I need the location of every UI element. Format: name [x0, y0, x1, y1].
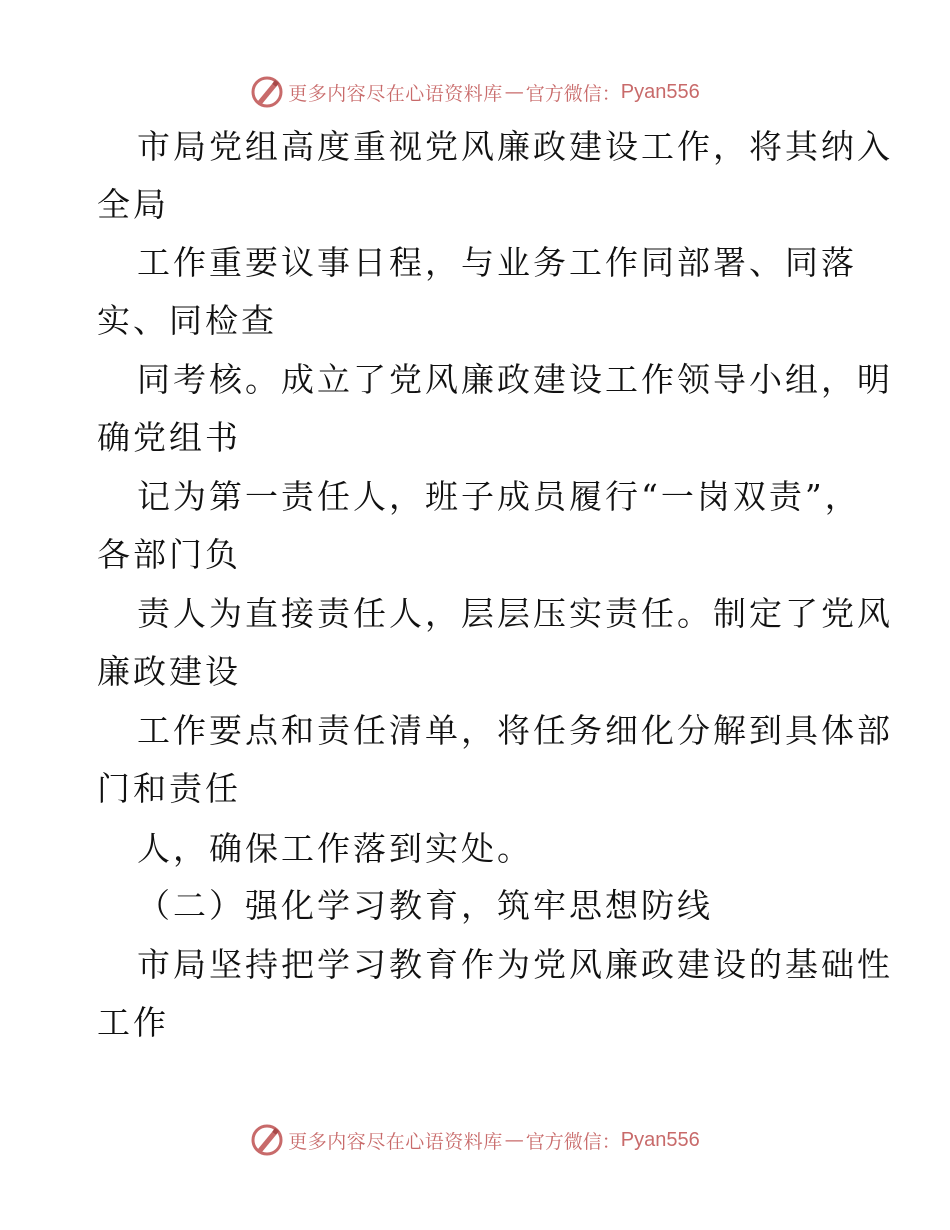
- pen-logo-icon: [250, 75, 284, 109]
- body-line: 工作重要议事日程，与业务工作同部署、同落: [137, 243, 857, 282]
- body-line: 全局: [97, 185, 169, 224]
- body-line: 廉政建设: [97, 652, 241, 691]
- watermark-wechat-label: 官方微信：: [525, 1130, 621, 1153]
- body-line: 各部门负: [97, 535, 241, 574]
- body-line: 市局坚持把学习教育作为党风廉政建设的基础性: [137, 945, 893, 984]
- watermark-wechat-label: 官方微信：: [525, 82, 621, 105]
- section-heading: （二）强化学习教育，筑牢思想防线: [137, 886, 713, 925]
- body-line: 工作要点和责任清单，将任务细化分解到具体部: [137, 711, 893, 750]
- watermark-brand-text: 更多内容尽在心语资料库: [288, 1130, 503, 1153]
- body-line: 确党组书: [97, 418, 241, 457]
- body-line: 责人为直接责任人，层层压实责任。制定了党风: [137, 594, 893, 633]
- body-line: 记为第一责任人，班子成员履行“一岗双责”，: [137, 477, 861, 516]
- pen-logo-icon: [250, 1123, 284, 1157]
- watermark-wechat-id: Pyan556: [620, 80, 700, 103]
- watermark-dash: —: [504, 1129, 524, 1151]
- header-watermark: [0, 72, 950, 112]
- body-line: 实、同检查: [97, 301, 277, 340]
- body-line: 市局党组高度重视党风廉政建设工作，将其纳入: [137, 127, 893, 166]
- watermark-wechat-id: Pyan556: [620, 1128, 700, 1151]
- body-line: 人，确保工作落到实处。: [137, 829, 533, 868]
- watermark-dash: —: [504, 81, 524, 103]
- footer-watermark: [0, 1120, 950, 1160]
- watermark-inner: [250, 1122, 700, 1158]
- body-line: 同考核。成立了党风廉政建设工作领导小组，明: [137, 360, 893, 399]
- watermark-inner: [250, 74, 700, 110]
- body-line: 门和责任: [97, 769, 241, 808]
- watermark-brand-text: 更多内容尽在心语资料库: [288, 82, 503, 105]
- body-line: 工作: [97, 1003, 169, 1042]
